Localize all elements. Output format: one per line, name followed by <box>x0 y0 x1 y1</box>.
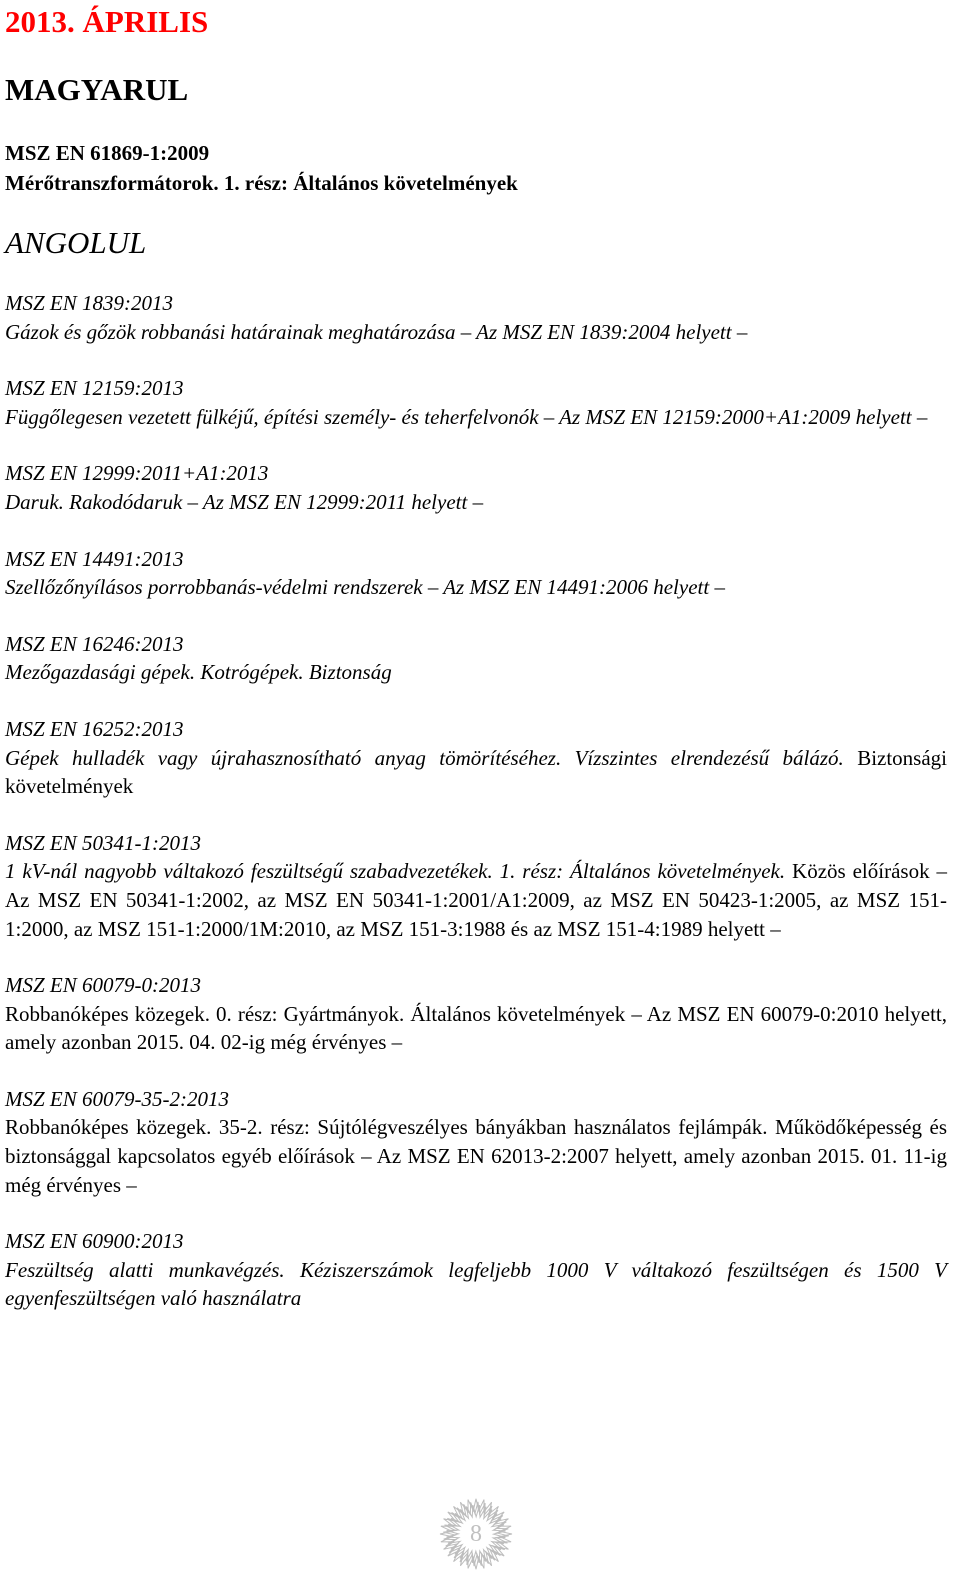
standard-title-upright: Közös előírások – Az MSZ EN 50341-1:2002, az MSZ EN 50341-1:2001/A1:2009, az MSZ EN 50423-1:2005, az MSZ 151-1:2000, az MSZ 151-1:2000/1M:2010, az MSZ 151-3:1988 és az MSZ 151-4:1989 helyett – <box>5 859 947 941</box>
standard-code: MSZ EN 16252:2013 <box>5 716 184 741</box>
standard-title: Robbanóképes közegek. 0. rész: Gyártmányok. Általános követelmények – Az MSZ EN 60079-0:2010 helyett, amely azonban 2015. 04. 02-ig még érvényes – <box>5 1001 947 1055</box>
standard-title: Gázok és gőzök robbanási határainak meghatározása – Az MSZ EN 1839:2004 helyett – <box>5 319 748 344</box>
standard-entry <box>5 715 947 801</box>
standard-code: MSZ EN 50341-1:2013 <box>5 830 201 855</box>
section-heading-english: ANGOLUL <box>5 225 147 260</box>
standard-title <box>5 857 947 943</box>
standard-title: Szellőzőnyílásos porrobbanás-védelmi rendszerek – Az MSZ EN 14491:2006 helyett – <box>5 575 725 600</box>
standard-code: MSZ EN 16246:2013 <box>5 631 184 656</box>
english-standards-list <box>5 289 947 1341</box>
standard-title: Daruk. Rakodódaruk – Az MSZ EN 12999:2011 helyett – <box>5 489 484 514</box>
standard-entry <box>5 1085 947 1199</box>
standard-title: Feszültség alatti munkavégzés. Kéziszerszámok legfeljebb 1000 V váltakozó feszültségen és 1500 V egyenfeszültségen való használatra <box>5 1257 947 1311</box>
standard-title-italic: Gépek hulladék vagy újrahasznosítható anyag tömörítéséhez. Vízszintes elrendezésű bálázó. <box>5 745 844 770</box>
standard-code: MSZ EN 12999:2011+A1:2013 <box>5 461 269 486</box>
standard-title-italic: 1 kV-nál nagyobb váltakozó feszültségű szabadvezetékek. 1. rész: Általános követelmények. <box>5 859 786 884</box>
hungarian-standard-entry <box>5 138 518 198</box>
standard-title: Robbanóképes közegek. 35-2. rész: Sújtólégveszélyes bányákban használatos fejlámpák. Működőképesség és biztonsággal kapcsolatos egyéb előírások – Az MSZ EN 62013-2:2007 helyett, amely azonban 2015. 01. 11-ig még érvényes – <box>5 1115 947 1197</box>
standard-code: MSZ EN 60900:2013 <box>5 1229 184 1254</box>
standard-entry <box>5 971 947 1057</box>
standard-code: MSZ EN 60079-0:2013 <box>5 973 201 998</box>
standard-entry <box>5 545 947 602</box>
standard-entry <box>5 459 947 516</box>
standard-title-upright: Biztonsági követelmények <box>5 745 948 799</box>
standard-title: Függőlegesen vezetett fülkéjű, építési személy- és teherfelvonók – Az MSZ EN 12159:2000+A1:2009 helyett – <box>5 404 928 429</box>
page-number: 8 <box>470 1521 482 1547</box>
standard-entry <box>5 829 947 943</box>
standard-code: MSZ EN 14491:2013 <box>5 546 184 571</box>
standard-entry <box>5 289 947 346</box>
standard-title: Mezőgazdasági gépek. Kotrógépek. Biztonság <box>5 660 392 685</box>
standard-code: MSZ EN 12159:2013 <box>5 376 184 401</box>
standard-code: MSZ EN 1839:2013 <box>5 291 173 315</box>
standard-code: MSZ EN 60079-35-2:2013 <box>5 1086 229 1111</box>
page-number-badge <box>426 1496 526 1572</box>
standard-entry <box>5 374 947 431</box>
standard-title <box>5 744 947 801</box>
standard-code: MSZ EN 61869-1:2009 <box>5 141 210 165</box>
standard-entry <box>5 630 947 687</box>
section-heading-hungarian: MAGYARUL <box>5 72 189 107</box>
standard-entry <box>5 1227 947 1313</box>
issue-date-heading: 2013. ÁPRILIS <box>5 4 209 39</box>
standard-title: Mérőtranszformátorok. 1. rész: Általános követelmények <box>5 171 518 195</box>
